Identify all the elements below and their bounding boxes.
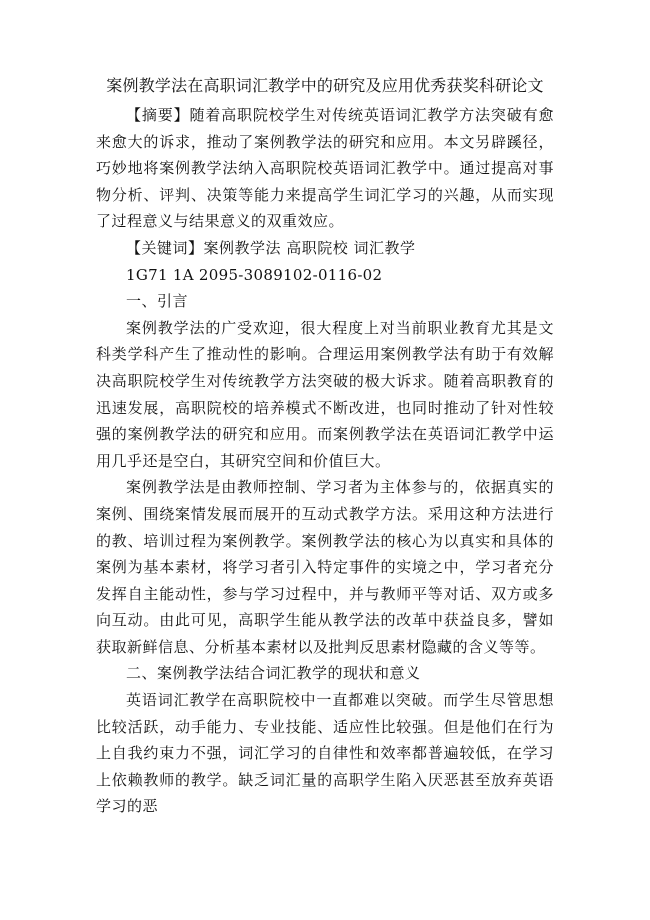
section-heading-introduction: 一、引言 xyxy=(126,292,189,311)
keywords-line: 【关键词】案例教学法 高职院校 词汇教学 xyxy=(126,238,416,257)
body-paragraph: 案例教学法的广受欢迎，很大程度上对当前职业教育尤其是文科类学科产生了推动性的影响。合理运用案例教学法有助于有效解决高职院校学生对传统教学方法突破的极大诉求。随着高职教育的迅速发展，高职院校的培养模式不断改进，也同时推动了针对性较强的案例教学法的研究和应用。而案例教学法在英语词汇教学中运用几乎还是空白，其研究空间和价值巨大。 xyxy=(96,318,554,470)
body-paragraph: 英语词汇教学在高职院校中一直都难以突破。而学生尽管思想比较活跃，动手能力、专业技能、适应性比较强。但是他们在行为上自我约束力不强，词汇学习的自律性和效率都普遍较低，在学习上依赖教师的教学。缺乏词汇量的高职学生陷入厌恶甚至放弃英语学习的恶 xyxy=(96,691,554,816)
body-paragraph: 案例教学法是由教师控制、学习者为主体参与的，依据真实的案例、围绕案情发展而展开的互动式教学方法。采用这种方法进行的教、培训过程为案例教学。案例教学法的核心为以真实和具体的案例为基本素材，将学习者引入特定事件的实境之中，学习者充分发挥自主能动性，参与学习过程中，并与教师平等对话、双方或多向互动。由此可见，高职学生能从教学法的改革中获益良多，譬如获取新鲜信息、分析基本素材以及批判反思素材隐藏的含义等等。 xyxy=(96,478,554,656)
document-title: 案例教学法在高职词汇教学中的研究及应用优秀获奖科研论文 xyxy=(106,76,544,95)
abstract-paragraph: 【摘要】随着高职院校学生对传统英语词汇教学方法突破有愈来愈大的诉求，推动了案例教学法的研究和应用。本文另辟蹊径，巧妙地将案例教学法纳入高职院校英语词汇教学中。通过提高对事物分析、评判、决策等能力来提高学生词汇学习的兴趣，从而实现了过程意义与结果意义的双重效应。 xyxy=(96,106,554,231)
section-heading-status: 二、案例教学法结合词汇教学的现状和意义 xyxy=(126,664,421,683)
classification-code: 1G71 1A 2095-3089102-0116-02 xyxy=(126,265,383,284)
